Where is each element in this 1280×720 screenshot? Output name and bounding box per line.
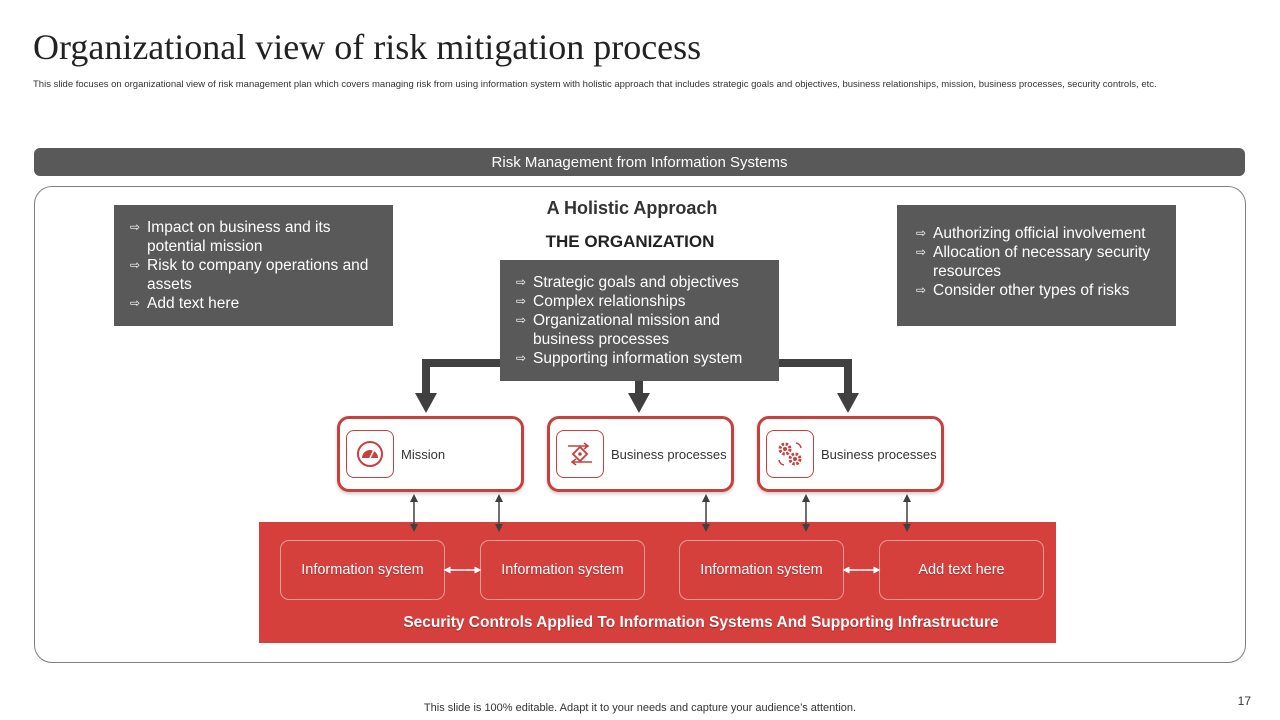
holistic-approach-heading: A Holistic Approach bbox=[546, 198, 718, 218]
organization-box-item: ⇨ Strategic goals and objectives bbox=[516, 273, 769, 292]
node-label: Business processes bbox=[821, 446, 937, 462]
information-system-box: Information system bbox=[679, 540, 844, 600]
right-box-item: ⇨ Consider other types of risks bbox=[916, 281, 1166, 300]
slide-subtitle: This slide focuses on organizational view of risk management plan which covers managing risk from using information system with holistic approach that includes strategic goals and objectives, business relationships, mission, business processes, security controls, etc. bbox=[33, 79, 1157, 90]
right-box-item: ⇨ Allocation of necessary security resources bbox=[916, 243, 1166, 281]
organization-box-item: ⇨ Supporting information system bbox=[516, 349, 769, 368]
security-controls-caption: Security Controls Applied To Information Systems And Supporting Infrastructure bbox=[403, 614, 999, 631]
add-text-box: Add text here bbox=[879, 540, 1044, 600]
node-label: Mission bbox=[401, 446, 446, 462]
right-box-item: ⇨ Authorizing official involvement bbox=[916, 224, 1166, 243]
organization-box-item: ⇨ Organizational mission and business processes bbox=[516, 311, 769, 349]
page-number: 17 bbox=[1237, 694, 1251, 708]
left-box-item: ⇨ Impact on business and its potential mission bbox=[130, 218, 383, 256]
risk-management-banner: Risk Management from Information Systems bbox=[34, 148, 1245, 176]
left-box-item: ⇨ Add text here bbox=[130, 294, 383, 313]
organization-box-item: ⇨ Complex relationships bbox=[516, 292, 769, 311]
slide-title: Organizational view of risk mitigation process bbox=[33, 27, 702, 67]
footer-note: This slide is 100% editable. Adapt it to your needs and capture your audience’s attention. bbox=[423, 702, 857, 714]
node-label: Business processes bbox=[611, 446, 727, 462]
information-system-box: Information system bbox=[480, 540, 645, 600]
left-box-item: ⇨ Risk to company operations and assets bbox=[130, 256, 383, 294]
information-system-box: Information system bbox=[280, 540, 445, 600]
organization-heading: THE ORGANIZATION bbox=[545, 232, 715, 251]
